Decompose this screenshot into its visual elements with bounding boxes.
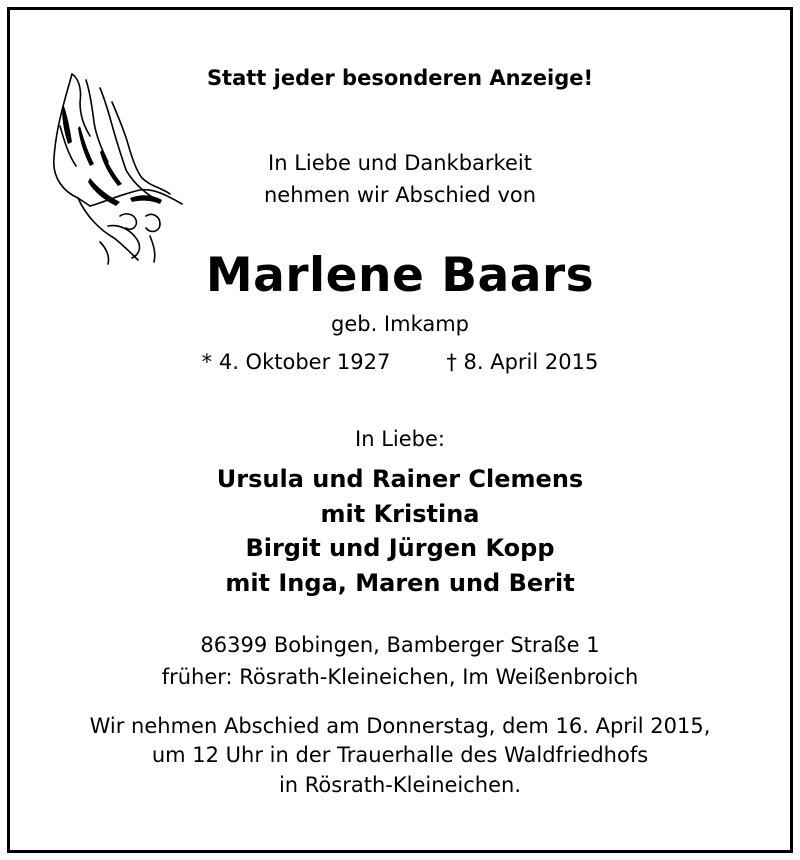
mourner-line: mit Inga, Maren und Berit: [225, 569, 575, 597]
intro-line: nehmen wir Abschied von: [263, 183, 537, 207]
funeral-line: in Rösrath-Kleineichen.: [278, 773, 522, 797]
birth-name: geb. Imkamp: [330, 312, 470, 336]
life-dates: [0, 350, 800, 374]
mourner-line: Birgit und Jürgen Kopp: [245, 534, 555, 562]
birth-date: * 4. Oktober 1927: [201, 350, 391, 374]
funeral-line: um 12 Uhr in der Trauerhalle des Waldfriedhofs: [151, 743, 649, 767]
funeral-line: Wir nehmen Abschied am Donnerstag, dem 16. April 2015,: [89, 714, 711, 738]
deceased-name: Marlene Baars: [205, 248, 595, 303]
notice-header: Statt jeder besonderen Anzeige!: [206, 66, 594, 90]
address-line: früher: Rösrath-Kleineichen, Im Weißenbroich: [161, 665, 639, 689]
mourner-line: Ursula und Rainer Clemens: [216, 465, 584, 493]
death-date: † 8. April 2015: [446, 350, 599, 374]
intro-line: In Liebe und Dankbarkeit: [268, 151, 532, 175]
in-love-label: In Liebe:: [355, 427, 445, 451]
address-line: 86399 Bobingen, Bamberger Straße 1: [200, 633, 600, 657]
mourner-line: mit Kristina: [320, 500, 480, 528]
